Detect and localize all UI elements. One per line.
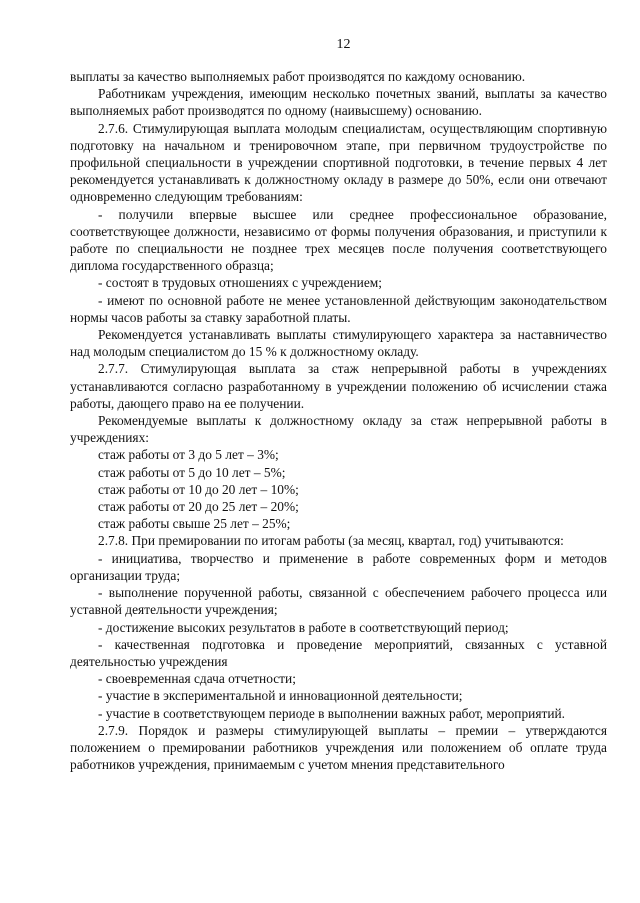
page-number: 12 [336, 37, 351, 52]
list-item: стаж работы свыше 25 лет – 25%; [98, 516, 291, 532]
list-item: стаж работы от 5 до 10 лет – 5%; [98, 464, 286, 480]
paragraph: - достижение высоких результатов в работе в соответствующий период; [98, 619, 509, 635]
list-item: стаж работы от 3 до 5 лет – 3%; [98, 447, 279, 463]
paragraph: 2.7.6. Стимулирующая выплата молодым специалистам, осуществляющим спортивную подготовку на начальном и тренировочном этапе, при первичном трудоустройстве по профильной специальности в учреждении спортивной подготовки, в течение первых 4 лет рекомендуется устанавливать к должностному окладу в размере до 50%, если они отвечают одновременно следующим требованиям: [70, 120, 607, 205]
paragraph: - получили впервые высшее или среднее профессиональное образование, соответствующее должности, независимо от формы получения образования, и приступили к работе по специальности не позднее трех месяцев после получения соответствующего диплома государственного образца; [70, 206, 607, 274]
paragraph: выплаты за качество выполняемых работ производятся по каждому основанию. [70, 69, 526, 84]
paragraph: 2.7.8. При премировании по итогам работы (за месяц, квартал, год) учитываются: [98, 533, 564, 549]
paragraph: 2.7.7. Стимулирующая выплата за стаж непрерывной работы в учреждениях устанавливаются согласно разработанному в учреждении положению об исчислении стажа работы, дающего право на ее получении. [70, 361, 607, 411]
paragraph: - участие в соответствующем периоде в выполнении важных работ, мероприятий. [98, 705, 566, 721]
document-body [70, 68, 607, 773]
paragraph: - участие в экспериментальной и инновационной деятельности; [98, 688, 463, 704]
list-item: стаж работы от 10 до 20 лет – 10%; [98, 481, 299, 497]
paragraph: - своевременная сдача отчетности; [98, 671, 296, 687]
paragraph: 2.7.9. Порядок и размеры стимулирующей выплаты – премии – утверждаются положением о премировании работников учреждения или положением об оплате труда работников учреждения, принимаемым с учетом мнения представительного [70, 722, 607, 773]
paragraph: - инициатива, творчество и применение в работе современных форм и методов организации труда; [70, 550, 607, 583]
list-item: стаж работы от 20 до 25 лет – 20%; [98, 499, 299, 515]
paragraph: - выполнение порученной работы, связанной с обеспечением рабочего процесса или уставной деятельности учреждения; [70, 585, 607, 618]
paragraph: - качественная подготовка и проведение мероприятий, связанных с уставной деятельностью учреждения [70, 636, 607, 669]
paragraph: - имеют по основной работе не менее установленной действующим законодательством нормы часов работы за ставку заработной платы. [70, 292, 607, 325]
paragraph: Работникам учреждения, имеющим несколько почетных званий, выплаты за качество выполняемых работ производятся по одному (наивысшему) основанию. [70, 86, 607, 119]
paragraph: - состоят в трудовых отношениях с учреждением; [98, 275, 382, 291]
paragraph: Рекомендуется устанавливать выплаты стимулирующего характера за наставничество над молодым специалистом до 15 % к должностному окладу. [70, 327, 607, 360]
paragraph: Рекомендуемые выплаты к должностному окладу за стаж непрерывной работы в учреждениях: [70, 413, 607, 446]
